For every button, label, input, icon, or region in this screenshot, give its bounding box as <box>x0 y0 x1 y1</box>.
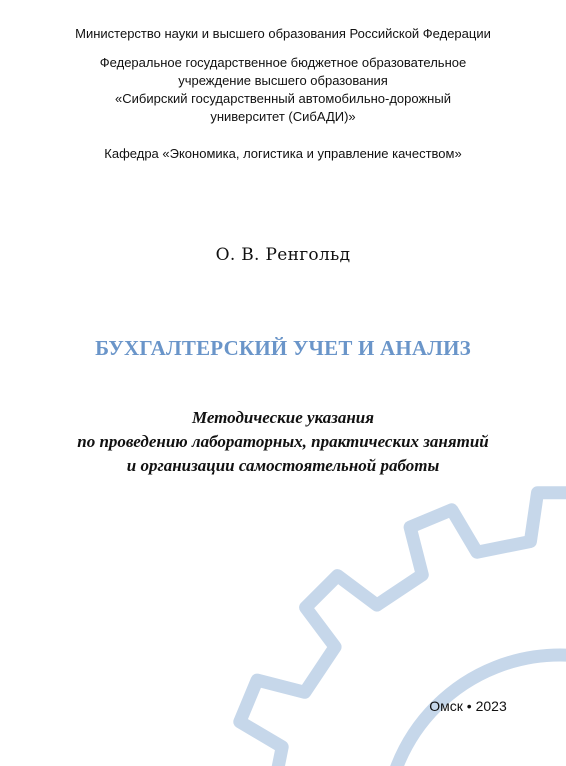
department-name: Кафедра «Экономика, логистика и управление качеством» <box>104 146 462 161</box>
institution-line: «Сибирский государственный автомобильно-дорожный <box>115 91 451 106</box>
institution-name <box>0 54 566 126</box>
document-subtitle <box>0 406 566 478</box>
institution-line: университет (СибАДИ)» <box>210 109 356 124</box>
document-title: БУХГАЛТЕРСКИЙ УЧЕТ И АНАЛИЗ <box>95 336 471 360</box>
ministry-name: Министерство науки и высшего образования Российской Федерации <box>75 26 491 41</box>
institution-line: учреждение высшего образования <box>178 73 388 88</box>
subtitle-line: по проведению лабораторных, практических занятий <box>77 432 489 451</box>
subtitle-line: Методические указания <box>191 408 375 427</box>
subtitle-line: и организации самостоятельной работы <box>126 456 440 475</box>
city-year: Омск • 2023 <box>429 698 507 714</box>
institution-line: Федеральное государственное бюджетное образовательное <box>99 55 467 70</box>
author-name: О. В. Ренгольд <box>215 245 351 265</box>
